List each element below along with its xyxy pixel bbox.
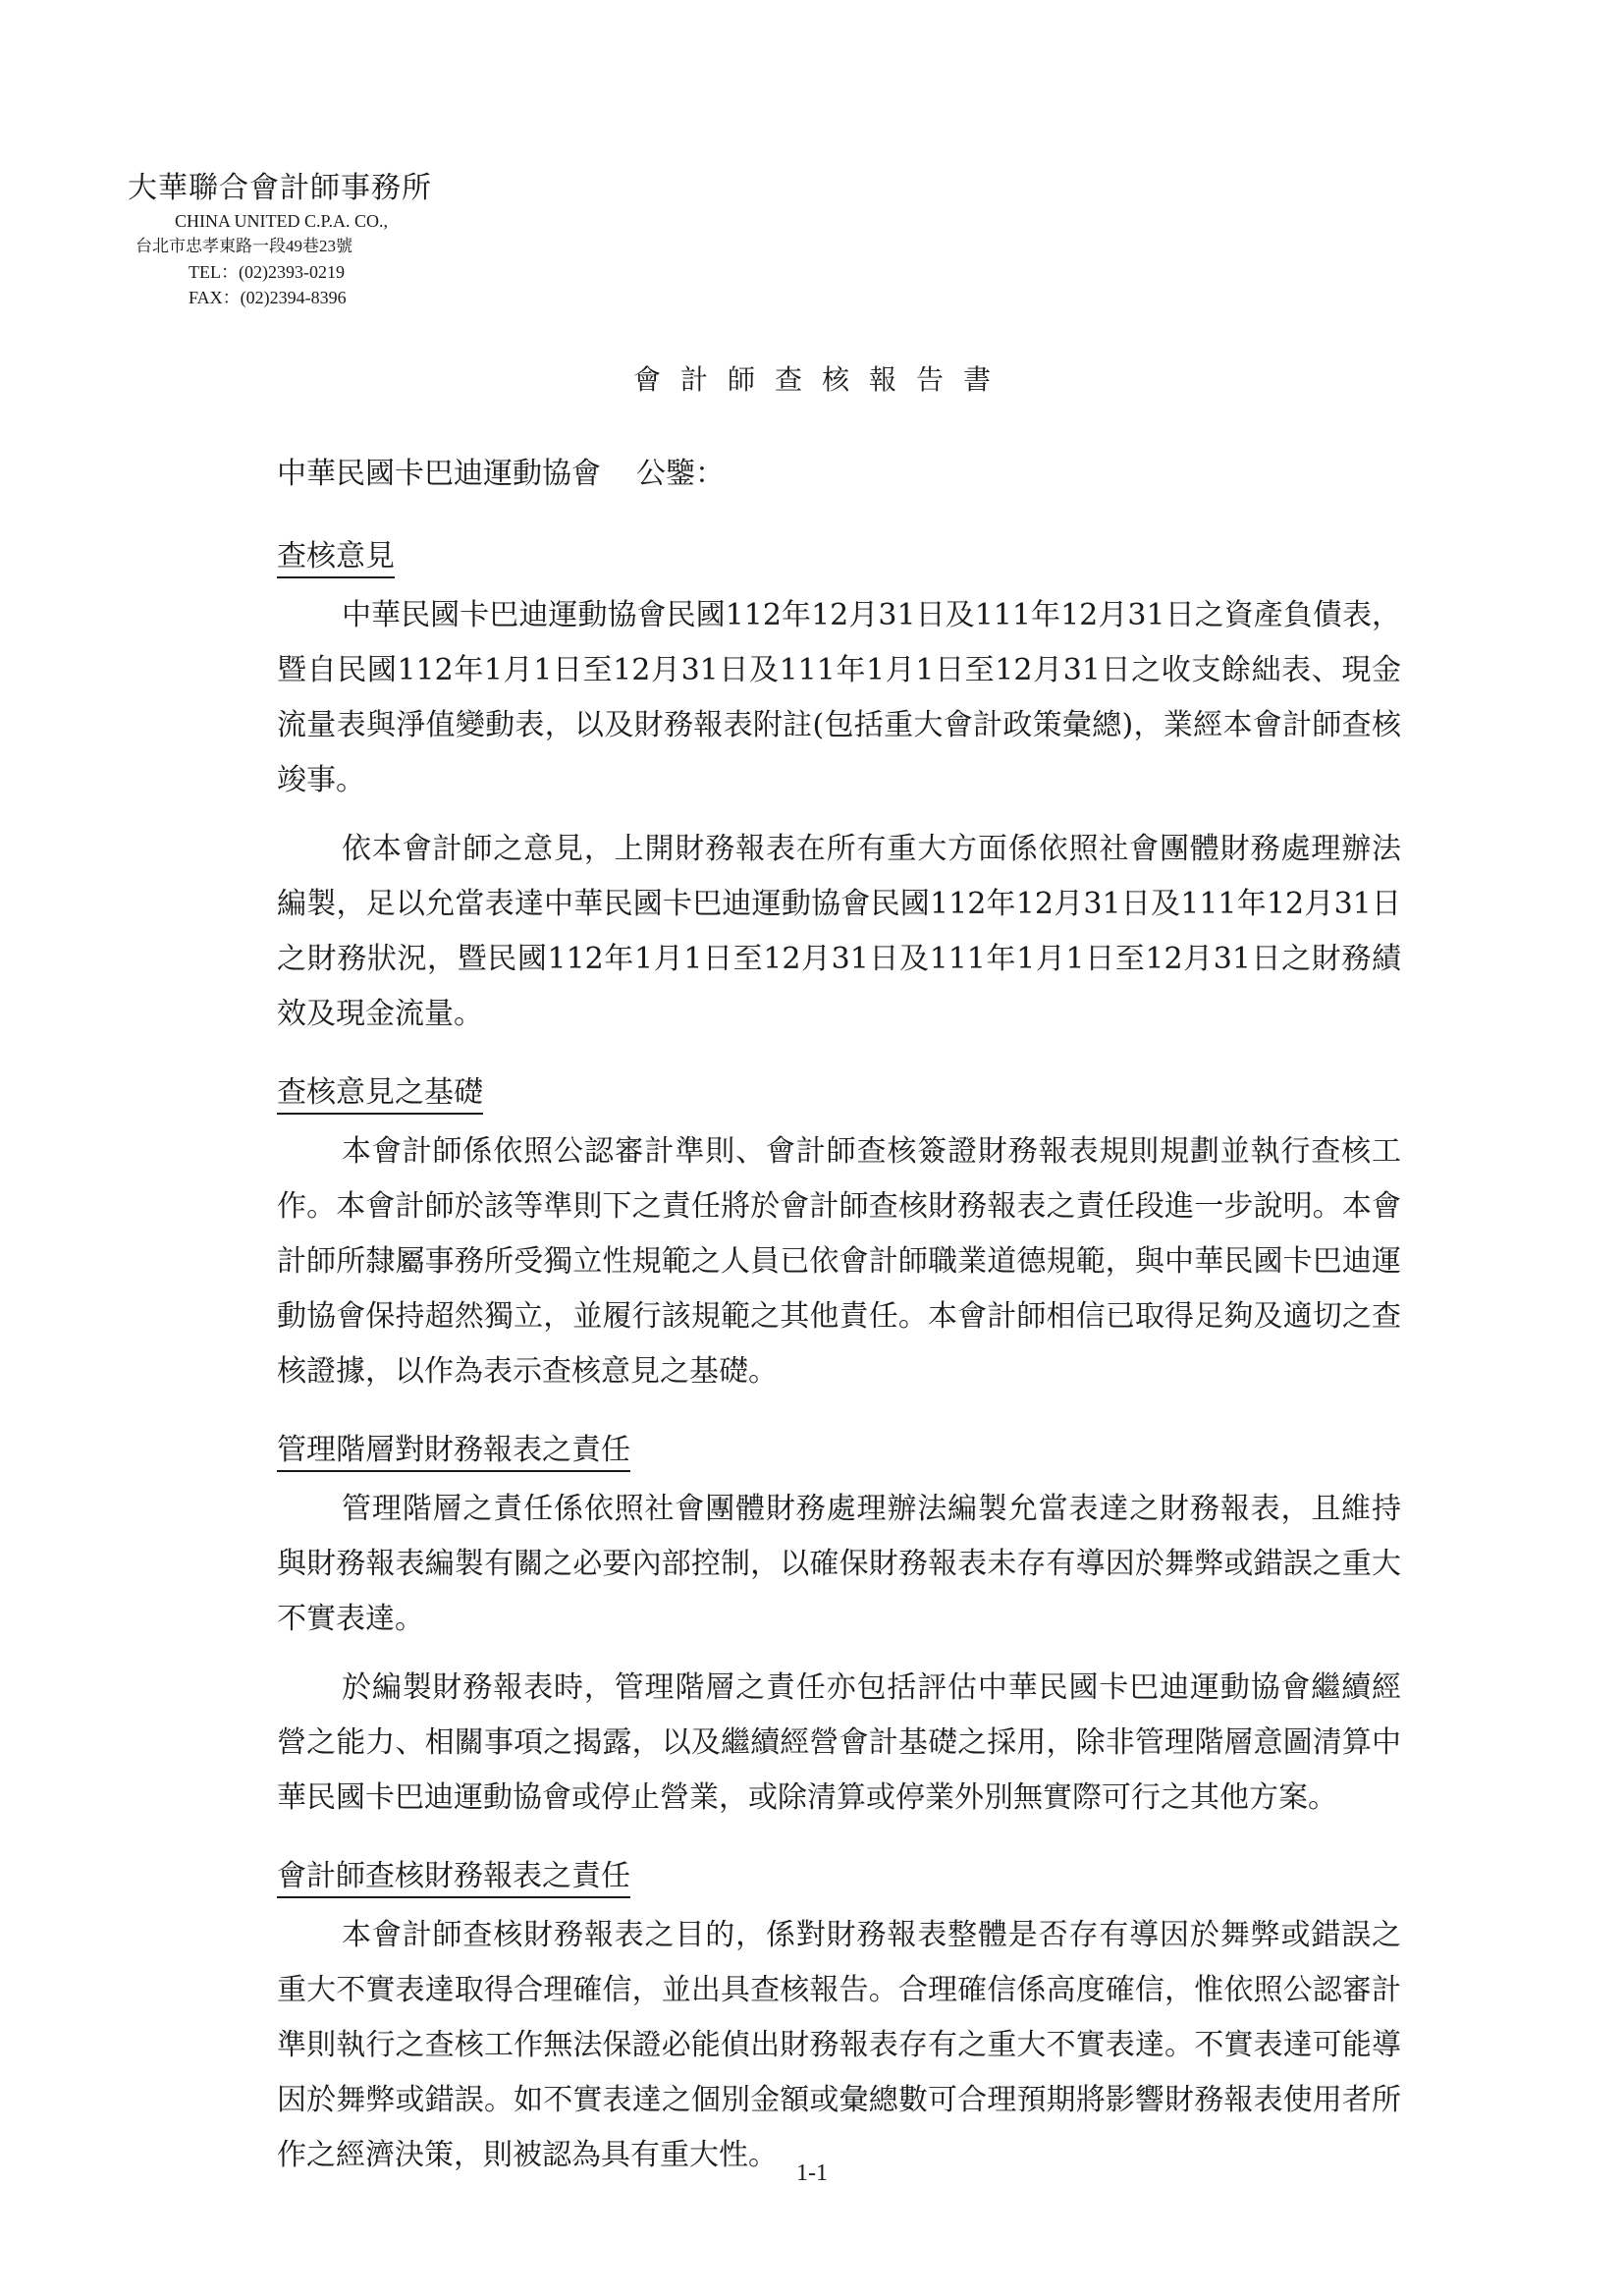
- section-management-responsibility: [277, 1423, 1401, 1826]
- addressee: 中華民國卡巴迪運動協會: [277, 457, 601, 491]
- section-basis-for-opinion: [277, 1066, 1401, 1399]
- salutation: 公鑒：: [636, 457, 725, 491]
- section-audit-opinion: [277, 529, 1401, 1042]
- report-title: 會計師查核報告書: [632, 363, 1010, 396]
- paragraph: 管理階層之責任係依照社會團體財務處理辦法編製允當表達之財務報表，且維持與財務報表編製有關之必要內部控制，以確保財務報表未存有導因於舞弊或錯誤之重大不實表達。: [277, 1492, 1401, 1636]
- section-heading: 查核意見之基礎: [277, 1073, 483, 1115]
- firm-address: 台北市忠孝東路一段49巷23號: [135, 237, 352, 255]
- firm-telephone: TEL：(02)2393-0219: [189, 262, 345, 282]
- report-body: [277, 447, 1401, 2207]
- section-heading: 會計師查核財務報表之責任: [277, 1857, 630, 1898]
- paragraph: 中華民國卡巴迪運動協會民國112年12月31日及111年12月31日之資產負債表，暨自民國112年1月1日至12月31日及111年1月1日至12月31日之收支餘絀表、現金流量表與淨值變動表，以及財務報表附註(包括重大會計政策彙總)，業經本會計師查核竣事。: [277, 598, 1401, 797]
- paragraph: 於編製財務報表時，管理階層之責任亦包括評估中華民國卡巴迪運動協會繼續經營之能力、相關事項之揭露，以及繼續經營會計基礎之採用，除非管理階層意圖清算中華民國卡巴迪運動協會或停止營業，或除清算或停業外別無實際可行之其他方案。: [277, 1670, 1401, 1815]
- letterhead: [128, 169, 452, 310]
- section-heading: 管理階層對財務報表之責任: [277, 1431, 630, 1472]
- firm-name-english: CHINA UNITED C.P.A. CO.,: [175, 211, 389, 231]
- firm-name: 大華聯合會計師事務所: [128, 171, 432, 205]
- paragraph: 本會計師係依照公認審計準則、會計師查核簽證財務報表規則規劃並執行查核工作。本會計師於該等準則下之責任將於會計師查核財務報表之責任段進一步說明。本會計師所隸屬事務所受獨立性規範之人員已依會計師職業道德規範，與中華民國卡巴迪運動協會保持超然獨立，並履行該規範之其他責任。本會計師相信已取得足夠及適切之查核證據，以作為表示查核意見之基礎。: [277, 1134, 1401, 1389]
- section-auditor-responsibility: [277, 1849, 1401, 2183]
- paragraph: 本會計師查核財務報表之目的，係對財務報表整體是否存有導因於舞弊或錯誤之重大不實表達取得合理確信，並出具查核報告。合理確信係高度確信，惟依照公認審計準則執行之查核工作無法保證必能偵出財務報表存有之重大不實表達。不實表達可能導因於舞弊或錯誤。如不實表達之個別金額或彙總數可合理預期將影響財務報表使用者所作之經濟決策，則被認為具有重大性。: [277, 1918, 1401, 2172]
- page-number: 1-1: [796, 2160, 828, 2186]
- addressee-line: [277, 447, 1401, 502]
- paragraph: 依本會計師之意見，上開財務報表在所有重大方面係依照社會團體財務處理辦法編製，足以允當表達中華民國卡巴迪運動協會民國112年12月31日及111年12月31日之財務狀況，暨民國112年1月1日至12月31日及111年1月1日至12月31日之財務績效及現金流量。: [277, 832, 1401, 1031]
- section-heading: 查核意見: [277, 537, 395, 578]
- firm-fax: FAX：(02)2394-8396: [189, 288, 347, 307]
